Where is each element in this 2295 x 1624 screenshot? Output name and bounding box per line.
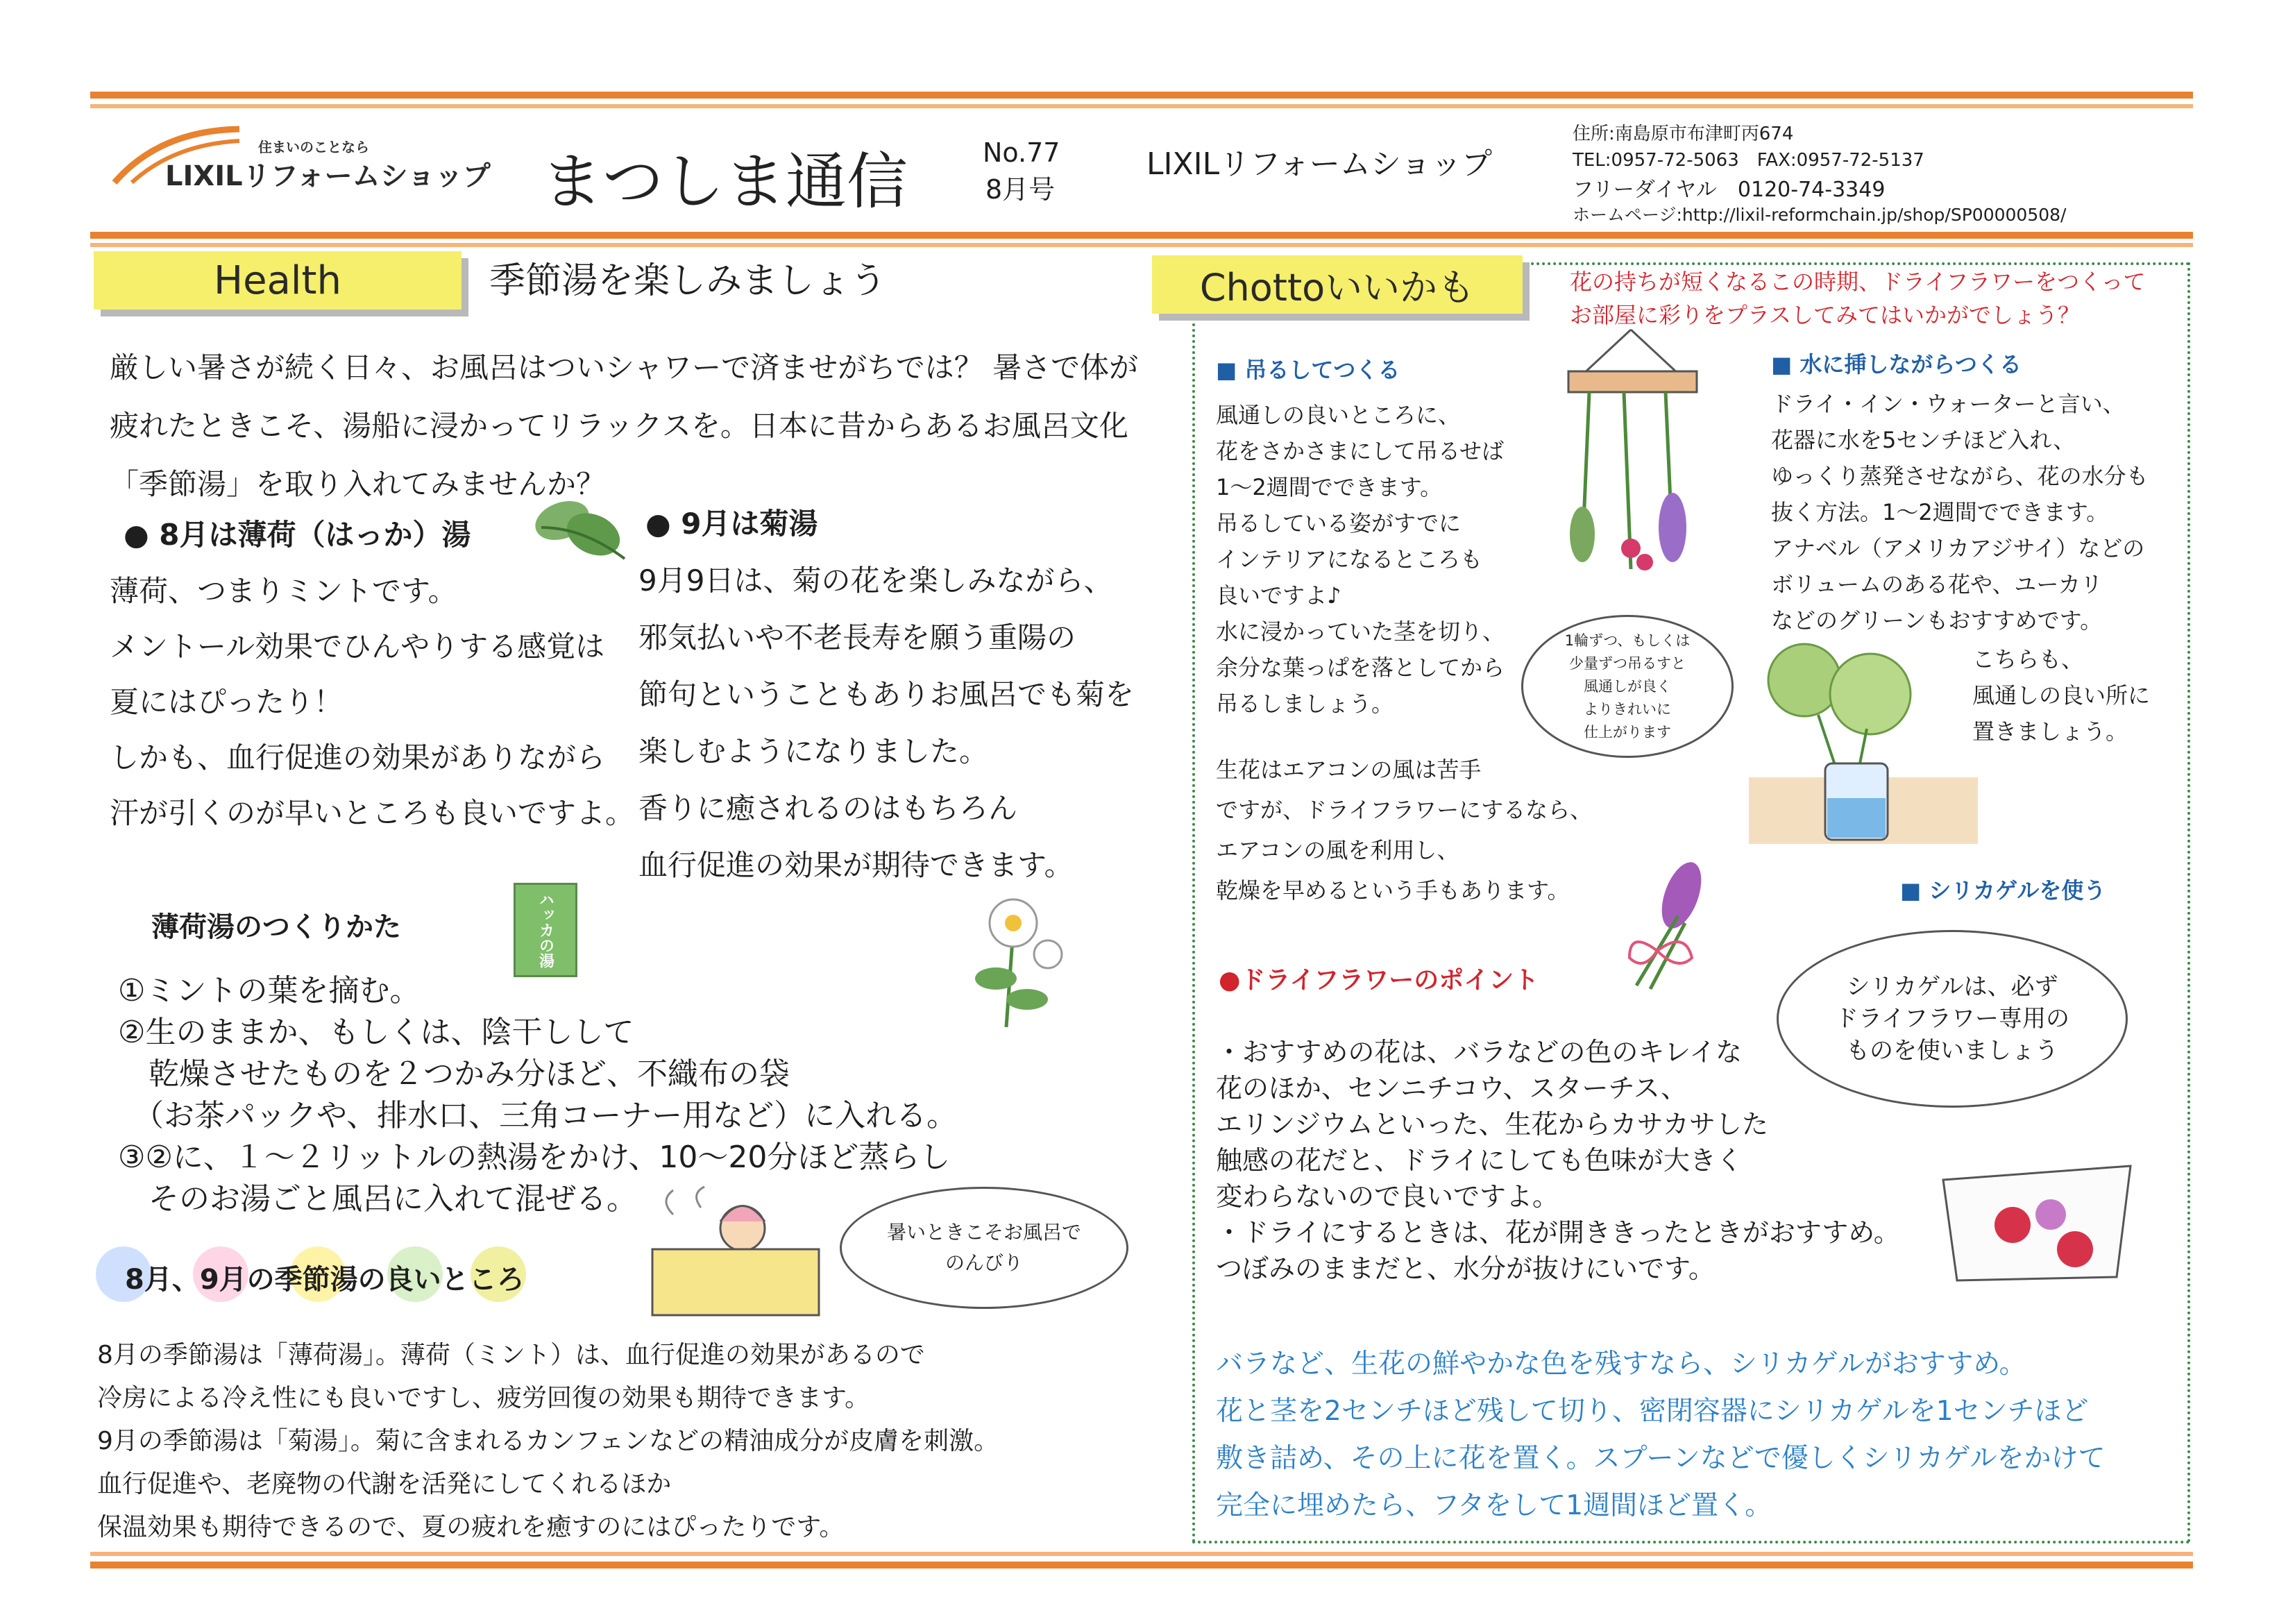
health-title: 季節湯を楽しみましょう [489,260,887,302]
header-divider-bar-light [90,243,2193,247]
page-title: まつしま通信 [541,146,908,217]
water-body-line: ゆっくり蒸発させながら、花の水分も [1771,463,2149,489]
august-body-line: 夏にはぴったり！ [110,685,344,719]
aircon-body-line: 生花はエアコンの風は苦手 [1216,756,1482,783]
bath-bubble-line: のんびり [945,1251,1023,1274]
health-tag [94,251,461,310]
chotto-lead-line: 花の持ちが短くなるこの時期、ドライフラワーをつくって [1570,269,2146,295]
silica-container-illustration [1936,1152,2137,1284]
health-intro-line: 厳しい暑さが続く日々、お風呂はついシャワーで済ませがちでは？ 暑さで体が [110,350,1139,384]
silica-body-line: 完全に埋めたら、フタをして1週間ほど置く。 [1216,1490,1772,1521]
points-body-line: つぼみのままだと、水分が抜けにいです。 [1216,1253,1715,1284]
hang-heading: ■ 吊るしてつくる [1216,353,1400,384]
water-note-line: 置きましょう。 [1972,718,2128,745]
hang-body-line: 1～2週間でできます。 [1216,474,1443,500]
chotto-tag [1152,255,1523,314]
hakka-pack-icon [514,883,577,977]
logo-tagline: 住まいのことなら [258,139,369,155]
hang-body-line: 水に浸かっていた茎を切り、 [1216,618,1505,645]
bottom-border-bar [90,1562,2193,1568]
hang-body-line: 吊るしましょう。 [1216,691,1394,717]
silica-bubble-line: シリカゲルは、必ず [1846,973,2058,1001]
points-body-line: 変わらないので良いですよ。 [1216,1181,1559,1212]
points-body [1216,1034,1900,1287]
aircon-body-line: エアコンの風を利用し、 [1216,837,1459,863]
silica-body [1216,1341,2106,1530]
bathtub-illustration [645,1187,826,1319]
good-points-body [97,1334,999,1549]
points-body-line: 花のほか、センニチコウ、スターチス、 [1216,1073,1688,1103]
chotto-lead [1570,265,2145,332]
hang-body-line: インテリアになるところも [1216,546,1483,573]
top-border-bar-light [90,104,2193,108]
bouquet-ribbon-icon [1609,861,1720,992]
points-body-line: 触感の花だと、ドライにしても色味が大きく [1216,1145,1743,1176]
silica-body-line: 花と茎を2センチほど残して切り、密閉容器にシリカゲルを1センチほど [1216,1396,2089,1427]
bath-speech-bubble [840,1187,1128,1309]
good-points-line: 保温効果も期待できるので、夏の疲れを癒すのにはぴったりです。 [97,1513,845,1541]
shop-name: LIXILリフォームショップ [1146,146,1493,182]
august-heading: ● 8月は薄荷（はっか）湯 [124,518,471,552]
health-intro-line: 「季節湯」を取り入れてみませんか？ [110,467,606,501]
contact-address: 住所:南島原市布津町丙674 [1573,124,1794,144]
hang-bubble-line: 1輪ずつ、もしくは [1564,632,1691,649]
contact-phone-fax: TEL:0957-72-5063 FAX:0957-72-5137 [1573,150,1924,171]
september-body-line: 楽しむようになりました。 [638,734,989,768]
good-points-line: 9月の季節湯は「菊湯」。菊に含まれるカンフェンなどの精油成分が皮膚を刺激。 [97,1427,999,1455]
water-body-line: アナベル（アメリカアジサイ）などの [1771,535,2145,561]
chotto-lead-line: お部屋に彩りをプラスしてみてはいかがでしょう？ [1570,302,2081,328]
issue-number: No.77 [983,137,1060,168]
silica-bubble-line: ドライフラワー専用の [1835,1005,2069,1033]
chotto-tag-label: Chottoいいかも [1199,265,1475,310]
september-body [638,552,1134,894]
silica-heading: ■ シリカゲルを使う [1900,873,2106,905]
water-body-line: などのグリーンもおすすめです。 [1771,607,2103,634]
hang-body-line: 風通しの良いところに、 [1216,402,1461,428]
hang-bubble-line: 風通しが良く [1584,677,1671,695]
recipe-steps [118,970,957,1220]
aircon-body-line: ですが、ドライフラワーにするなら、 [1216,797,1593,823]
hang-bubble-line: 仕上がります [1584,723,1671,741]
good-points-line: 8月の季節湯は「薄荷湯」。薄荷（ミント）は、血行促進の効果があるので [97,1341,925,1369]
hang-body-line: 吊るしている姿がすでに [1216,510,1461,536]
top-border-bar [90,92,2193,99]
health-tag-label: Health [214,257,341,303]
september-body-line: 邪気払いや不老長寿を願う重陽の [638,620,1076,654]
september-body-line: 血行促進の効果が期待できます。 [638,848,1074,882]
september-body-line: 香りに癒されるのはもちろん [638,791,1018,825]
good-points-heading-decoration [96,1242,540,1305]
august-body [110,564,634,841]
hang-body-line: 余分な葉っぱを落としてから [1216,654,1505,681]
silica-body-line: バラなど、生花の鮮やかな色を残すなら、シリカゲルがおすすめ。 [1216,1348,2026,1380]
contact-freedial: フリーダイヤル 0120-74-3349 [1573,178,1886,202]
mint-leaf-icon [527,486,632,569]
august-body-line: メントール効果でひんやりする感覚は [110,629,605,663]
hanging-flowers-illustration [1555,326,1707,590]
recipe-step-line: （お茶パックや、排水口、三角コーナー用など）に入れる。 [118,1098,958,1133]
recipe-step-line: ③②に、１～２リットルの熱湯をかけ、10～20分ほど蒸らし [118,1140,951,1175]
water-note-line: 風通しの良い所に [1972,682,2151,709]
hang-body-line: 良いですよ♪ [1216,582,1341,609]
hang-body-line: 花をさかさまにして吊るせば [1216,438,1505,464]
august-body-line: 汗が引くのが早いところも良いですよ。 [110,796,635,830]
points-body-line: ・ドライにするときは、花が開ききったときがおすすめ。 [1216,1217,1900,1248]
water-body-line: ボリュームのある花や、ユーカリ [1771,571,2103,598]
aircon-body [1216,750,1592,911]
hang-body [1216,397,1505,722]
recipe-step-line: 乾燥させたものを２つかみ分ほど、不織布の袋 [118,1056,790,1092]
august-body-line: 薄荷、つまりミントです。 [110,574,457,608]
chrysanthemum-icon [958,888,1069,1034]
water-body-line: 抜く方法。1～2週間でできます。 [1771,499,2109,525]
hang-tip-bubble [1521,615,1734,758]
water-heading: ■ 水に挿しながらつくる [1771,347,2022,379]
bath-bubble-line: 暑いときこそお風呂で [886,1221,1081,1244]
good-points-line: 血行促進や、老廃物の代謝を活発にしてくれるほか [97,1470,672,1498]
water-body [1771,386,2149,638]
recipe-step-line: そのお湯ごと風呂に入れて混ぜる。 [118,1181,637,1217]
water-body-line: 花器に水を5センチほど入れ、 [1771,427,2076,453]
recipe-heading: 薄荷湯のつくりかた [151,911,401,943]
bottom-border-bar-light [90,1552,2193,1556]
silica-bubble-line: ものを使いましょう [1846,1037,2058,1065]
recipe-step-line: ②生のままか、もしくは、陰干しして [118,1015,634,1050]
august-body-line: しかも、血行促進の効果がありながら [110,741,606,775]
header-divider-bar [90,232,2193,239]
water-note-line: こちらも、 [1972,646,2084,673]
issue-month: 8月号 [985,174,1056,205]
september-body-line: 節句ということもありお風呂でも菊を [638,677,1135,711]
september-body-line: 9月9日は、菊の花を楽しみながら、 [638,564,1113,598]
water-body-line: ドライ・イン・ウォーターと言い、 [1771,391,2125,417]
points-heading: ●ドライフラワーのポイント [1219,966,1539,995]
health-intro-line: 疲れたときこそ、湯船に浸かってリラックスを。日本に昔からあるお風呂文化 [110,409,1128,443]
good-points-line: 冷房による冷え性にも良いですし、疲労回復の効果も期待できます。 [97,1384,870,1412]
vase-hydrangea-illustration [1749,638,1978,847]
contact-homepage-link[interactable]: ホームページ:http://lixil-reformchain.jp/shop/SP00000508/ [1573,205,2067,225]
water-note [1972,641,2150,750]
september-heading: ● 9月は菊湯 [645,507,818,541]
aircon-body-line: 乾燥を早めるという手もあります。 [1216,877,1570,904]
recipe-step-line: ①ミントの葉を摘む。 [118,973,421,1008]
hakka-pack-label: ハッカの湯 [536,892,554,968]
hang-bubble-line: 少量ずつ吊るすと [1569,654,1686,672]
silica-body-line: 敷き詰め、その上に花を置く。スプーンなどで優しくシリカゲルをかけて [1216,1443,2106,1474]
points-body-line: ・おすすめの花は、バラなどの色のキレイな [1216,1037,1743,1067]
hang-bubble-line: よりきれいに [1584,700,1671,718]
points-body-line: エリンジウムといった、生花からカサカサした [1216,1109,1768,1140]
good-points-heading: 8月、9月の季節湯の良いところ [125,1264,525,1296]
logo-brand: LIXILリフォームショップ [165,160,491,192]
